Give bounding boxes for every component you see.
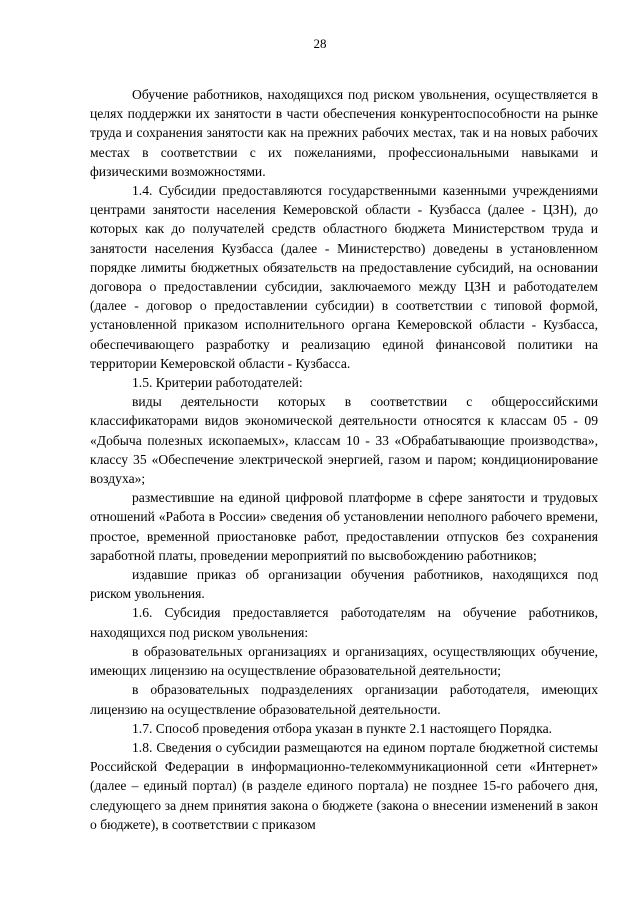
paragraph-activity-types: виды деятельности которых в соответствии с общероссийскими классификаторами видов экономической деятельности относятся к классам 05 - 09 «Добыча полезных ископаемых», классам 10 - 33 «Обрабатывающие производства», классу 35 «Обеспечение электрической энергией, газом и паром; кондиционирование воздуха»;: [90, 394, 598, 487]
paragraph-educational-organizations: в образовательных организациях и организациях, осуществляющих обучение, имеющих лицензию на осуществление образовательной деятельности;: [90, 643, 598, 679]
paragraph-training-purpose: Обучение работников, находящихся под риском увольнения, осуществляется в целях поддержки их занятости в части обеспечения конкурентоспособности на рынке труда и сохранения занятости как на прежних рабочих местах, так и на новых рабочих местах в соответствии с их пожеланиями, профессиональными навыками и физическими возможностями.: [90, 87, 598, 179]
paragraph-training-order: издавшие приказ об организации обучения работников, находящихся под риском увольнения.: [90, 567, 598, 602]
document-body: [90, 85, 598, 834]
paragraph-1-7-selection-method: 1.7. Способ проведения отбора указан в пункте 2.1 настоящего Порядка.: [132, 720, 553, 736]
page-number: 28: [313, 36, 327, 51]
paragraph-1-8-portal-info: 1.8. Сведения о субсидии размещаются на едином портале бюджетной системы Российской Федерации в информационно-телекоммуникационной сети «Интернет» (далее – единый портал) (в разделе единого портала) не позднее 15-го рабочего дня, следующего за днем принятия закона о бюджете (закона о внесении изменений в закон о бюджете), в соответствии с приказом: [90, 739, 598, 832]
paragraph-1-6-subsidy-provision: 1.6. Субсидия предоставляется работодателям на обучение работников, находящихся под риском увольнения:: [90, 605, 598, 640]
paragraph-1-5-employer-criteria: 1.5. Критерии работодателей:: [132, 375, 303, 391]
paragraph-employer-subdivisions: в образовательных подразделениях организации работодателя, имеющих лицензию на осуществление образовательной деятельности.: [90, 682, 598, 717]
paragraph-platform-posting: разместившие на единой цифровой платформе в сфере занятости и трудовых отношений «Работа в России» сведения об установлении неполного рабочего времени, простое, временной приостановке работ, предоставлении отпусков без сохранения заработной платы, проведении мероприятий по высвобождению работников;: [90, 490, 598, 563]
paragraph-1-4-subsidies: 1.4. Субсидии предоставляются государственными казенными учреждениями центрами занятости населения Кемеровской области - Кузбасса (далее - ЦЗН), до которых как до получателей средств областного бюджета Министерством труда и занятости населения Кузбасса (далее - Министерство) доведены в установленном порядке лимиты бюджетных обязательств на предоставление субсидий, на основании договора о предоставлении субсидии, заключаемого между ЦЗН и работодателем (далее - договор о предоставлении субсидии) в соответствии с типовой формой, установленной приказом исполнительного органа Кемеровской области - Кузбасса, обеспечивающего разработку и реализацию единой финансовой политики на территории Кемеровской области - Кузбасса.: [90, 183, 598, 371]
